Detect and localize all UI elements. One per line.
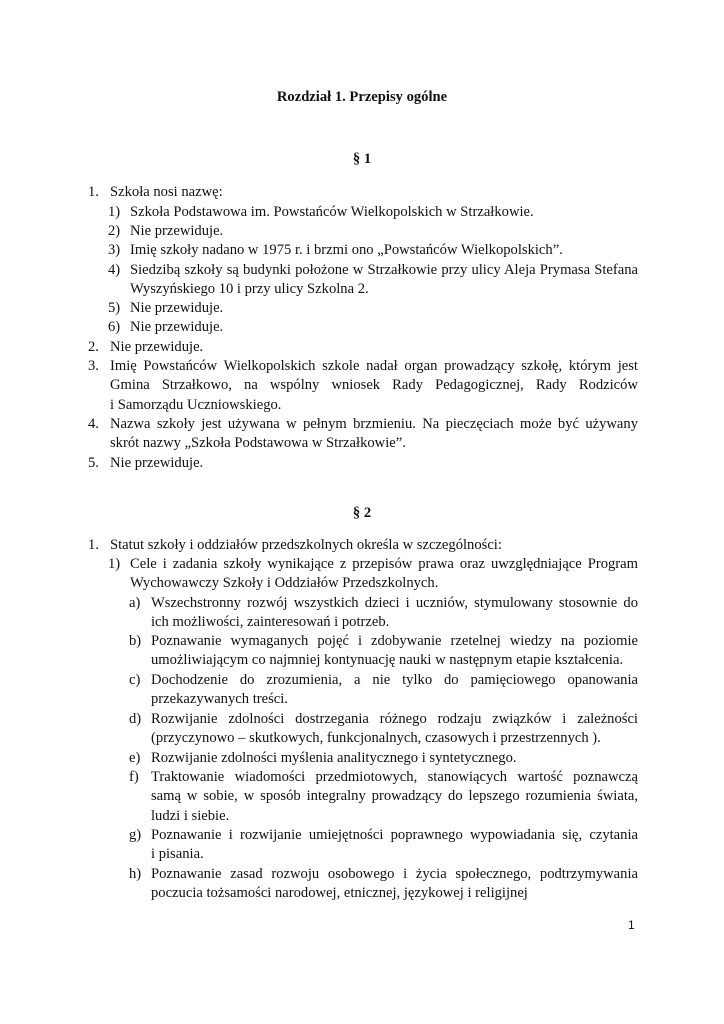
item-text: Imię szkoły nadano w 1975 r. i brzmi ono „Powstańców Wielkopolskich”. (130, 242, 563, 258)
item-number: g) (129, 827, 142, 843)
item-number: 2. (88, 339, 99, 355)
section-1-mark: § 1 (352, 151, 372, 167)
item-text: Szkoła nosi nazwę: (110, 184, 223, 200)
item-text: Dochodzenie do zrozumienia, a nie tylko do pamięciowego opanowania przekazywanych treści. (151, 672, 638, 708)
item-text: Poznawanie i rozwijanie umiejętności poprawnego wypowiadania się, czytania i pisania. (151, 827, 638, 863)
item-text: Imię Powstańców Wielkopolskich szkole nadał organ prowadzący szkołę, którym jest Gmina Strzałkowo, na wspólny wniosek Rady Pedagogicznej, Rady Rodziców i Samorządu Uczniowskiego. (110, 358, 638, 413)
item-text: Rozwijanie zdolności myślenia analitycznego i syntetycznego. (151, 750, 517, 766)
item-text: Nie przewiduje. (130, 223, 224, 239)
item-number: 2) (108, 223, 121, 239)
item-number: 1. (88, 184, 99, 200)
item-number: 3. (88, 358, 99, 374)
item-text: Traktowanie wiadomości przedmiotowych, stanowiących wartość poznawczą samą w sobie, w sposób integralny prowadzący do lepszego rozumienia świata, ludzi i siebie. (151, 769, 638, 824)
item-text: Poznawanie wymaganych pojęć i zdobywanie rzetelnej wiedzy na poziomie umożliwiającym co najmniej kontynuację nauki w następnym etapie kształcenia. (151, 633, 638, 669)
item-text: Nie przewiduje. (110, 339, 204, 355)
item-number: a) (129, 595, 141, 611)
chapter-title: Rozdział 1. Przepisy ogólne (276, 89, 448, 105)
item-number: c) (129, 672, 141, 688)
item-text: Nie przewiduje. (130, 319, 224, 335)
item-number: b) (129, 633, 142, 649)
item-number: 3) (108, 242, 121, 258)
item-number: 4. (88, 416, 99, 432)
item-number: 1) (108, 204, 121, 220)
section-2-mark: § 2 (352, 505, 372, 521)
item-number: d) (129, 711, 142, 727)
item-text: Poznawanie zasad rozwoju osobowego i życia społecznego, podtrzymywania poczucia tożsamości narodowej, etnicznej, językowej i religijnej (151, 866, 638, 902)
item-number: 6) (108, 319, 121, 335)
item-text: Szkoła Podstawowa im. Powstańców Wielkopolskich w Strzałkowie. (130, 204, 534, 220)
item-text: Nie przewiduje. (130, 300, 224, 316)
item-number: h) (129, 866, 142, 882)
item-number: e) (129, 750, 141, 766)
page-number: 1 (628, 918, 635, 932)
item-text: Siedzibą szkoły są budynki położone w Strzałkowie przy ulicy Aleja Prymasa Stefana Wyszyńskiego 10 i przy ulicy Szkolna 2. (130, 262, 638, 298)
item-number: 1. (88, 537, 99, 553)
item-number: 5) (108, 300, 121, 316)
item-text: Nazwa szkoły jest używana w pełnym brzmieniu. Na pieczęciach może być używany skrót nazwy „Szkoła Podstawowa w Strzałkowie”. (110, 416, 638, 452)
item-text: Wszechstronny rozwój wszystkich dzieci i uczniów, stymulowany stosownie do ich możliwości, zainteresowań i potrzeb. (151, 595, 638, 631)
item-text: Statut szkoły i oddziałów przedszkolnych określa w szczególności: (110, 537, 502, 553)
item-number: 5. (88, 455, 99, 471)
item-text: Nie przewiduje. (110, 455, 204, 471)
item-text: Rozwijanie zdolności dostrzegania różnego rodzaju związków i zależności (przyczynowo – skutkowych, funkcjonalnych, czasowych i przestrzennych ). (151, 711, 638, 747)
item-text: Cele i zadania szkoły wynikające z przepisów prawa oraz uwzględniające Program Wychowawczy Szkoły i Oddziałów Przedszkolnych. (130, 556, 638, 592)
item-number: 1) (108, 556, 121, 572)
item-number: f) (129, 769, 139, 785)
item-number: 4) (108, 262, 121, 278)
